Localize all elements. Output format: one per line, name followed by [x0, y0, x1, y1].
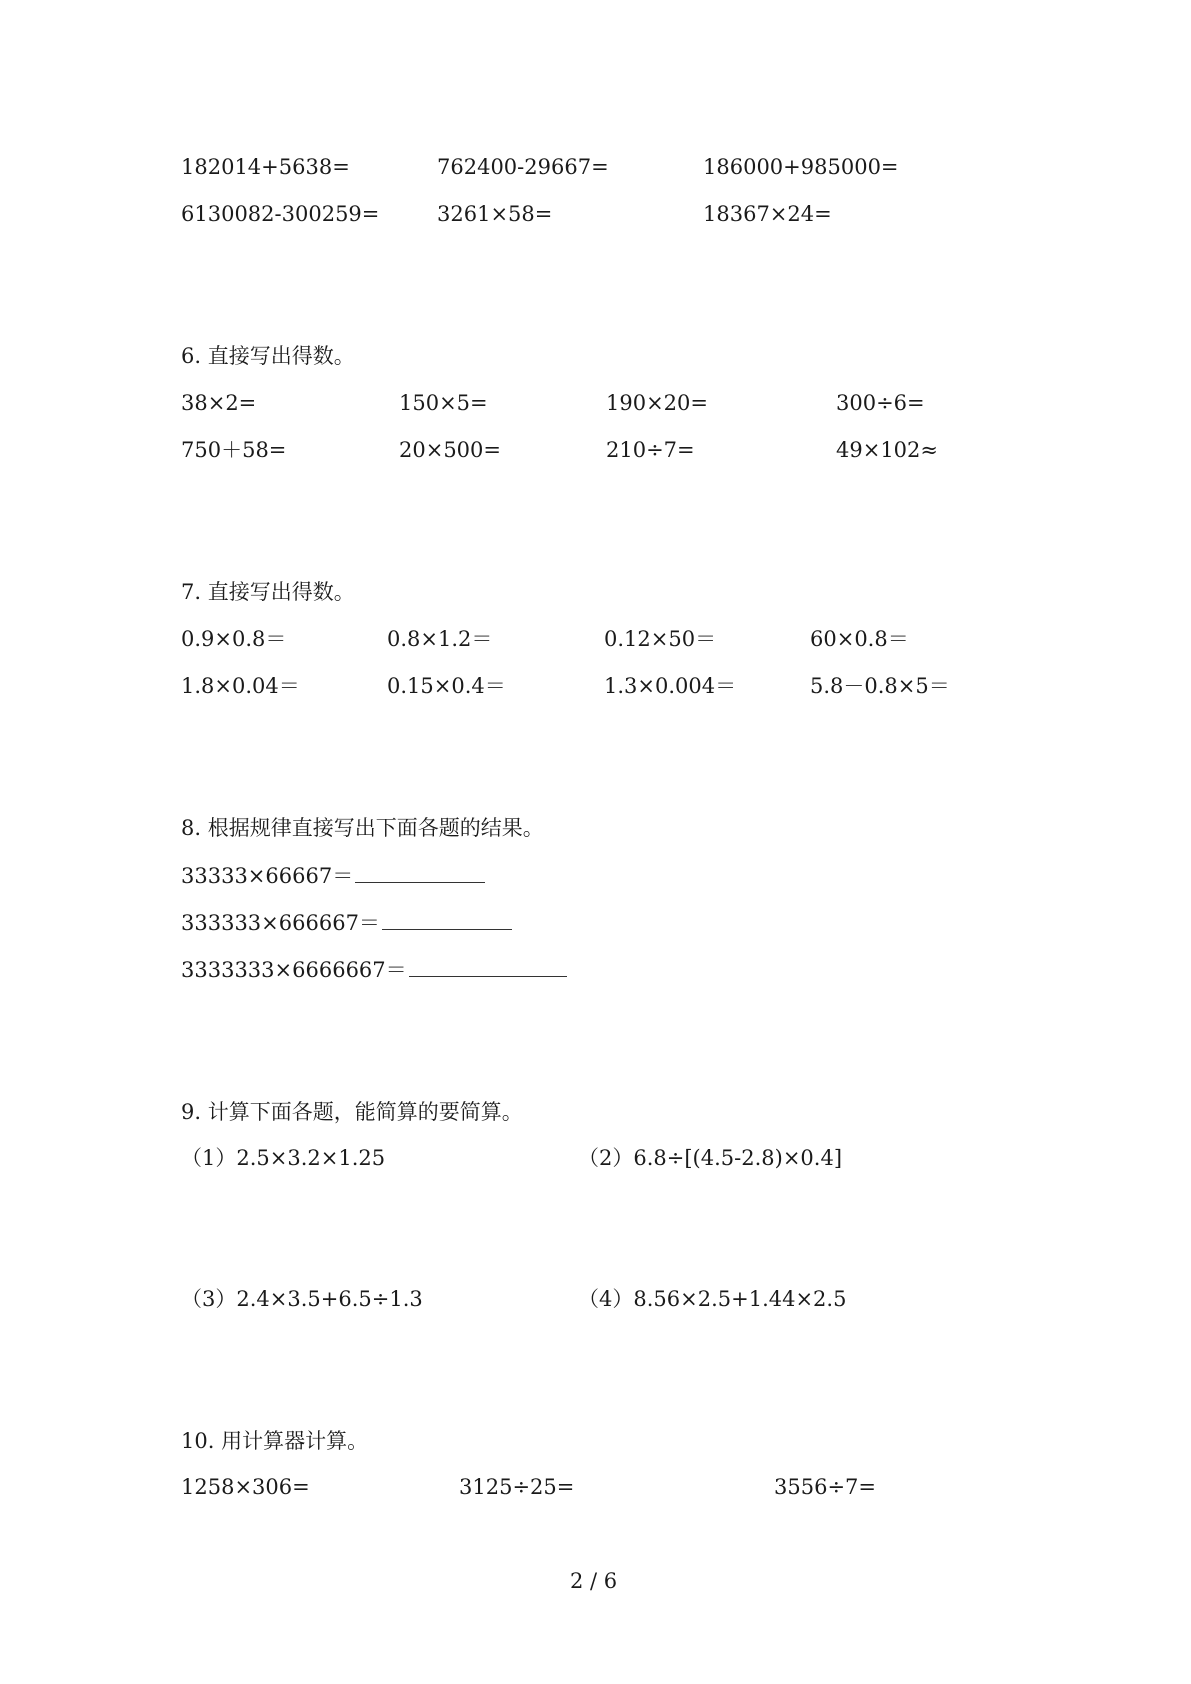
- answer-blank[interactable]: [382, 928, 512, 930]
- q8-line-1: [181, 866, 485, 887]
- q9-title: 9. 计算下面各题，能简算的要简算。: [181, 1100, 523, 1124]
- q7-r1-c3: 0.12×50＝: [604, 627, 717, 651]
- q8-line-3-text: 3333333×6666667＝: [181, 958, 407, 982]
- q6-r2-c1: 750＋58=: [181, 438, 287, 462]
- q7-r1-c1: 0.9×0.8＝: [181, 627, 287, 651]
- q6-r1-c2: 150×5=: [399, 391, 488, 415]
- answer-blank[interactable]: [409, 975, 567, 977]
- q10-r1-c3: 3556÷7=: [774, 1475, 876, 1499]
- q7-r1-c4: 60×0.8＝: [810, 627, 909, 651]
- top-r1-c1: 182014+5638=: [181, 155, 350, 179]
- q9-item-1: （1）2.5×3.2×1.25: [181, 1146, 386, 1170]
- q8-line-2: [181, 913, 512, 934]
- top-r2-c2: 3261×58=: [437, 202, 553, 226]
- q6-title: 6. 直接写出得数。: [181, 344, 355, 368]
- q9-item-3: （3）2.4×3.5+6.5÷1.3: [181, 1287, 423, 1311]
- top-r2-c1: 6130082-300259=: [181, 202, 380, 226]
- q10-r1-c2: 3125÷25=: [459, 1475, 575, 1499]
- q6-r2-c3: 210÷7=: [606, 438, 695, 462]
- q6-r1-c1: 38×2=: [181, 391, 257, 415]
- q7-r1-c2: 0.8×1.2＝: [387, 627, 493, 651]
- top-r2-c3: 18367×24=: [703, 202, 832, 226]
- q10-r1-c1: 1258×306=: [181, 1475, 310, 1499]
- top-r1-c2: 762400-29667=: [437, 155, 609, 179]
- q7-r2-c3: 1.3×0.004＝: [604, 674, 737, 698]
- q7-r2-c1: 1.8×0.04＝: [181, 674, 300, 698]
- page-number: 2 / 6: [570, 1569, 618, 1593]
- q6-r1-c3: 190×20=: [606, 391, 708, 415]
- q7-r2-c2: 0.15×0.4＝: [387, 674, 506, 698]
- q9-item-2: （2）6.8÷[(4.5-2.8)×0.4]: [578, 1146, 843, 1170]
- answer-blank[interactable]: [355, 881, 485, 883]
- q8-title: 8. 根据规律直接写出下面各题的结果。: [181, 816, 544, 840]
- q6-r2-c4: 49×102≈: [836, 438, 938, 462]
- q7-title: 7. 直接写出得数。: [181, 580, 355, 604]
- q7-r2-c4: 5.8－0.8×5＝: [810, 674, 950, 698]
- q8-line-3: [181, 960, 567, 981]
- q8-line-1-text: 33333×66667＝: [181, 864, 354, 888]
- q10-title: 10. 用计算器计算。: [181, 1429, 369, 1453]
- q6-r1-c4: 300÷6=: [836, 391, 925, 415]
- q9-item-4: （4）8.56×2.5+1.44×2.5: [578, 1287, 847, 1311]
- q6-r2-c2: 20×500=: [399, 438, 501, 462]
- q8-line-2-text: 333333×666667＝: [181, 911, 380, 935]
- top-r1-c3: 186000+985000=: [703, 155, 899, 179]
